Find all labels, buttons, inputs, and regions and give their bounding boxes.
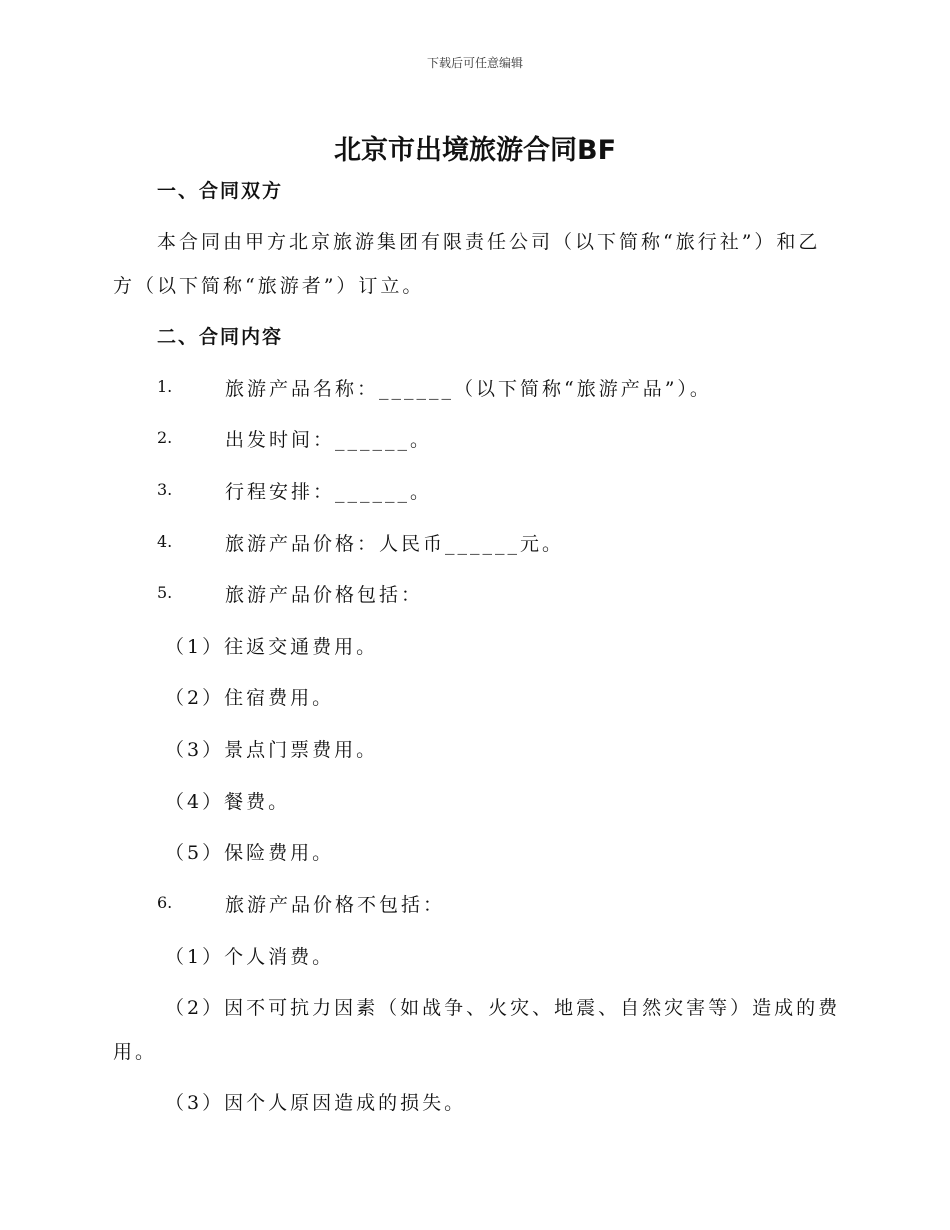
document-title: 北京市出境旅游合同BF bbox=[333, 135, 617, 166]
list-item-text: 旅游产品价格：人民币______元。 bbox=[225, 533, 565, 555]
excluded-item: （3）因个人原因造成的损失。 bbox=[165, 1092, 467, 1114]
included-item: （3）景点门票费用。 bbox=[165, 739, 379, 761]
list-item bbox=[0, 890, 950, 920]
parties-paragraph-line-1: 本合同由甲方北京旅游集团有限责任公司（以下简称“旅行社”）和乙 bbox=[157, 231, 821, 253]
included-item: （4）餐费。 bbox=[165, 791, 291, 813]
section-heading-parties: 一、合同双方 bbox=[157, 180, 284, 202]
list-item bbox=[0, 425, 950, 455]
list-item bbox=[0, 374, 950, 404]
list-item-number: 6. bbox=[157, 893, 173, 912]
excluded-item-line-1: （2）因不可抗力因素（如战争、火灾、地震、自然灾害等）造成的费 bbox=[165, 997, 841, 1019]
excluded-item: （1）个人消费。 bbox=[165, 946, 335, 968]
list-item-number: 2. bbox=[157, 428, 173, 447]
excluded-item-line-2: 用。 bbox=[113, 1041, 158, 1063]
list-item-text: 旅游产品价格包括： bbox=[225, 584, 424, 606]
list-item bbox=[0, 580, 950, 610]
list-item-number: 5. bbox=[157, 583, 173, 602]
list-item-number: 4. bbox=[157, 532, 173, 551]
list-item-text: 行程安排：______。 bbox=[225, 481, 433, 503]
list-item bbox=[0, 477, 950, 507]
list-item-text: 旅游产品名称：______（以下简称“旅游产品”）。 bbox=[225, 378, 712, 400]
included-item: （2）住宿费用。 bbox=[165, 687, 335, 709]
page-header-note: 下载后可任意编辑 bbox=[426, 56, 523, 70]
included-item: （5）保险费用。 bbox=[165, 842, 335, 864]
section-heading-content: 二、合同内容 bbox=[157, 326, 284, 348]
list-item-text: 旅游产品价格不包括： bbox=[225, 894, 446, 916]
parties-paragraph-line-2: 方（以下简称“旅游者”）订立。 bbox=[113, 275, 425, 297]
list-item-number: 1. bbox=[157, 377, 173, 396]
list-item-number: 3. bbox=[157, 480, 173, 499]
list-item-text: 出发时间：______。 bbox=[225, 429, 433, 451]
included-item: （1）往返交通费用。 bbox=[165, 636, 379, 658]
list-item bbox=[0, 529, 950, 559]
